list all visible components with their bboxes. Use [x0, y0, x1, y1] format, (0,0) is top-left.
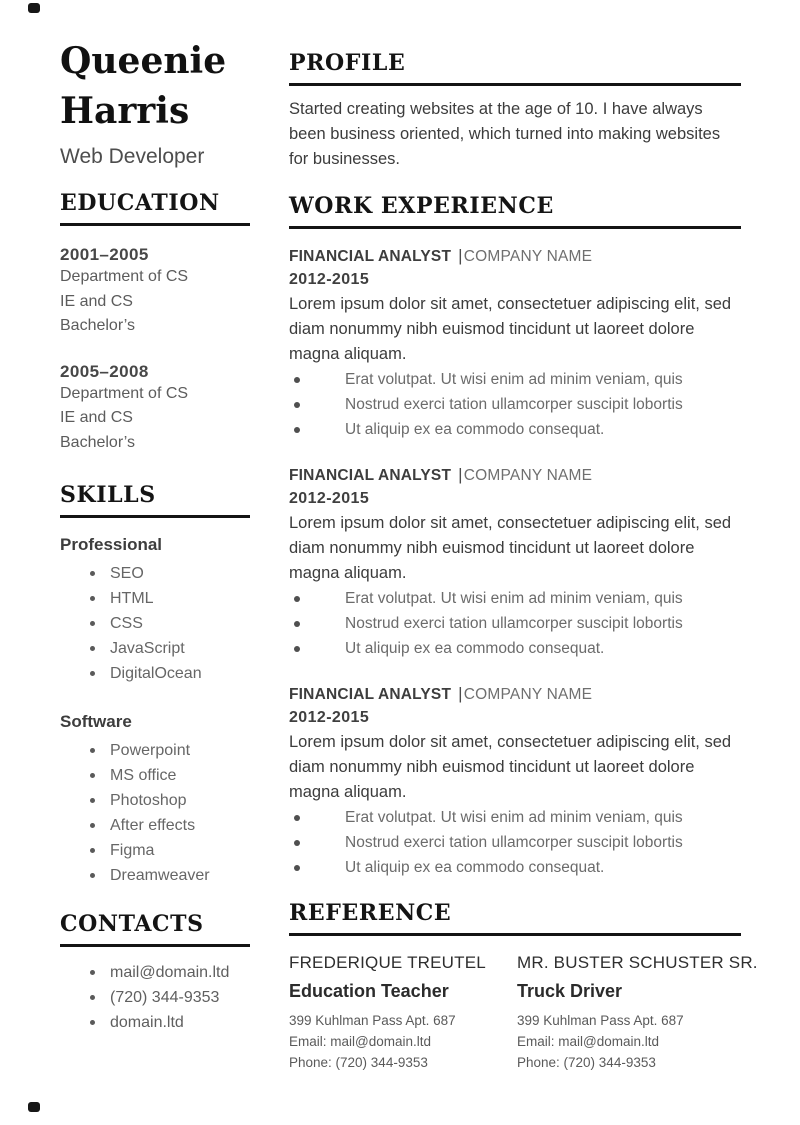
- job-period: 2012-2015: [289, 490, 370, 507]
- person-name: Queenie Harris: [60, 40, 227, 132]
- list-item: [60, 960, 250, 985]
- list-item: [60, 636, 250, 661]
- job-bullet: Erat volutpat. Ut wisi enim ad minim veniam, quis: [345, 371, 683, 388]
- contact-website: domain.ltd: [110, 1014, 184, 1031]
- bullet-icon: [294, 840, 300, 846]
- job-entry: [289, 246, 741, 442]
- skill-label: Figma: [110, 842, 155, 859]
- list-item: [289, 830, 741, 855]
- separator-pipe: |: [458, 465, 463, 484]
- skill-label: SEO: [110, 565, 144, 582]
- list-item: [289, 417, 741, 442]
- bullet-icon: [90, 596, 95, 601]
- bullet-icon: [294, 646, 300, 652]
- education-line: Department of CS: [60, 268, 189, 285]
- person-job-title: Web Developer: [60, 145, 205, 168]
- list-item: [60, 985, 250, 1010]
- separator-pipe: |: [458, 684, 463, 703]
- list-item: [60, 611, 250, 636]
- bullet-icon: [294, 427, 300, 433]
- skill-label: MS office: [110, 767, 177, 784]
- reference-section-heading: REFERENCE: [289, 900, 741, 936]
- list-item: [289, 586, 741, 611]
- job-bullet: Ut aliquip ex ea commodo consequat.: [345, 421, 605, 438]
- job-entry: [289, 684, 741, 880]
- list-item: [60, 788, 250, 813]
- list-item: [60, 586, 250, 611]
- reference-name: MR. BUSTER SCHUSTER SR.: [517, 953, 758, 972]
- job-bullet: Erat volutpat. Ut wisi enim ad minim veniam, quis: [345, 809, 683, 826]
- skill-label: Dreamweaver: [110, 867, 210, 884]
- reference-phone: Phone: (720) 344-9353: [517, 1055, 656, 1070]
- job-bullet: Ut aliquip ex ea commodo consequat.: [345, 859, 605, 876]
- reference-role: Truck Driver: [517, 981, 623, 1001]
- job-company: COMPANY NAME: [463, 686, 593, 703]
- job-bullet: Erat volutpat. Ut wisi enim ad minim veniam, quis: [345, 590, 683, 607]
- bullet-icon: [294, 815, 300, 821]
- list-item: [289, 367, 741, 392]
- education-entry: [60, 245, 250, 339]
- list-item: [60, 838, 250, 863]
- education-line: Department of CS: [60, 384, 189, 402]
- right-column: [289, 0, 758, 1073]
- bullet-icon: [294, 402, 300, 408]
- job-bullet: Nostrud exerci tation ullamcorper suscipit lobortis: [345, 615, 683, 632]
- list-item: [289, 855, 741, 880]
- reference-name: FREDERIQUE TREUTEL: [289, 953, 486, 972]
- bullet-icon: [90, 823, 95, 828]
- skill-group-label: Software: [60, 712, 132, 731]
- corner-mark-icon: [28, 3, 40, 13]
- bullet-icon: [294, 865, 300, 871]
- skill-label: JavaScript: [110, 640, 185, 657]
- reference-entry: [517, 953, 758, 1073]
- education-period: 2001–2005: [60, 245, 149, 264]
- reference-role: Education Teacher: [289, 981, 449, 1001]
- reference-address: 399 Kuhlman Pass Apt. 687: [517, 1013, 684, 1028]
- education-entry: [60, 362, 250, 456]
- skill-label: Powerpoint: [110, 742, 191, 759]
- bullet-icon: [294, 596, 300, 602]
- separator-pipe: |: [458, 246, 463, 265]
- bullet-icon: [90, 646, 95, 651]
- job-bullet: Nostrud exerci tation ullamcorper suscipit lobortis: [345, 834, 683, 851]
- job-title: FINANCIAL ANALYST: [289, 248, 452, 265]
- list-item: [289, 636, 741, 661]
- reference-email: Email: mail@domain.ltd: [289, 1034, 432, 1049]
- job-bullet-list: [289, 805, 741, 880]
- bullet-icon: [90, 1020, 95, 1025]
- job-summary: Lorem ipsum dolor sit amet, consectetuer adipiscing elit, sed diam nonummy nibh euismod tincidunt ut laoreet dolore magna aliquam.: [289, 514, 732, 582]
- education-line: Bachelor’s: [60, 317, 136, 334]
- job-title-line: [289, 684, 741, 704]
- work-experience-section-heading: WORK EXPERIENCE: [289, 193, 741, 229]
- education-section-heading: EDUCATION: [60, 190, 250, 226]
- list-item: [60, 813, 250, 838]
- job-title: FINANCIAL ANALYST: [289, 467, 452, 484]
- reference-email: Email: mail@domain.ltd: [517, 1034, 660, 1049]
- bullet-icon: [90, 798, 95, 803]
- reference-list: [289, 953, 758, 1073]
- job-company: COMPANY NAME: [463, 467, 593, 484]
- education-period: 2005–2008: [60, 361, 149, 381]
- job-company: COMPANY NAME: [463, 248, 593, 265]
- list-item: [60, 561, 250, 586]
- skill-label: Photoshop: [110, 792, 187, 809]
- list-item: [289, 805, 741, 830]
- bullet-icon: [294, 377, 300, 383]
- profile-text: Started creating websites at the age of 10. I have always been business oriented, which turned into making websites for businesses.: [289, 100, 721, 168]
- skill-list: [60, 561, 250, 686]
- skill-list: [60, 738, 250, 888]
- bullet-icon: [90, 748, 95, 753]
- job-bullet-list: [289, 367, 741, 442]
- job-period: 2012-2015: [289, 271, 370, 288]
- job-title-line: [289, 465, 741, 485]
- education-line: IE and CS: [60, 409, 133, 426]
- job-period: 2012-2015: [289, 709, 370, 726]
- bullet-icon: [90, 621, 95, 626]
- job-entry: [289, 465, 741, 661]
- bullet-icon: [294, 621, 300, 627]
- list-item: [289, 392, 741, 417]
- reference-entry: [289, 953, 517, 1073]
- job-bullet: Ut aliquip ex ea commodo consequat.: [345, 640, 605, 657]
- list-item: [60, 1010, 250, 1035]
- bullet-icon: [90, 970, 95, 975]
- contact-list: [60, 960, 250, 1035]
- list-item: [60, 863, 250, 888]
- job-summary: Lorem ipsum dolor sit amet, consectetuer adipiscing elit, sed diam nonummy nibh euismod tincidunt ut laoreet dolore magna aliquam.: [289, 733, 732, 801]
- skills-section-heading: SKILLS: [60, 482, 250, 518]
- skill-label: CSS: [110, 615, 143, 632]
- left-column: [60, 0, 250, 1073]
- reference-phone: Phone: (720) 344-9353: [289, 1055, 428, 1070]
- education-line: Bachelor’s: [60, 433, 136, 451]
- skill-label: HTML: [110, 590, 154, 607]
- job-summary: Lorem ipsum dolor sit amet, consectetuer adipiscing elit, sed diam nonummy nibh euismod tincidunt ut laoreet dolore magna aliquam.: [289, 295, 732, 363]
- bullet-icon: [90, 873, 95, 878]
- bullet-icon: [90, 995, 95, 1000]
- skill-label: DigitalOcean: [110, 665, 202, 682]
- skill-label: After effects: [110, 817, 196, 834]
- job-title: FINANCIAL ANALYST: [289, 686, 452, 703]
- list-item: [60, 661, 250, 686]
- contacts-section-heading: CONTACTS: [60, 911, 250, 947]
- corner-mark-icon: [28, 1102, 40, 1112]
- bullet-icon: [90, 571, 95, 576]
- bullet-icon: [90, 848, 95, 853]
- education-line: IE and CS: [60, 292, 133, 310]
- profile-section-heading: PROFILE: [289, 50, 741, 86]
- contact-email: mail@domain.ltd: [110, 964, 230, 981]
- contact-phone: (720) 344-9353: [110, 989, 220, 1006]
- bullet-icon: [90, 773, 95, 778]
- list-item: [60, 738, 250, 763]
- list-item: [60, 763, 250, 788]
- job-bullet-list: [289, 586, 741, 661]
- list-item: [289, 611, 741, 636]
- job-bullet: Nostrud exerci tation ullamcorper suscipit lobortis: [345, 396, 683, 413]
- job-title-line: [289, 246, 741, 266]
- bullet-icon: [90, 671, 95, 676]
- skill-group-label: Professional: [60, 535, 163, 554]
- reference-address: 399 Kuhlman Pass Apt. 687: [289, 1013, 456, 1028]
